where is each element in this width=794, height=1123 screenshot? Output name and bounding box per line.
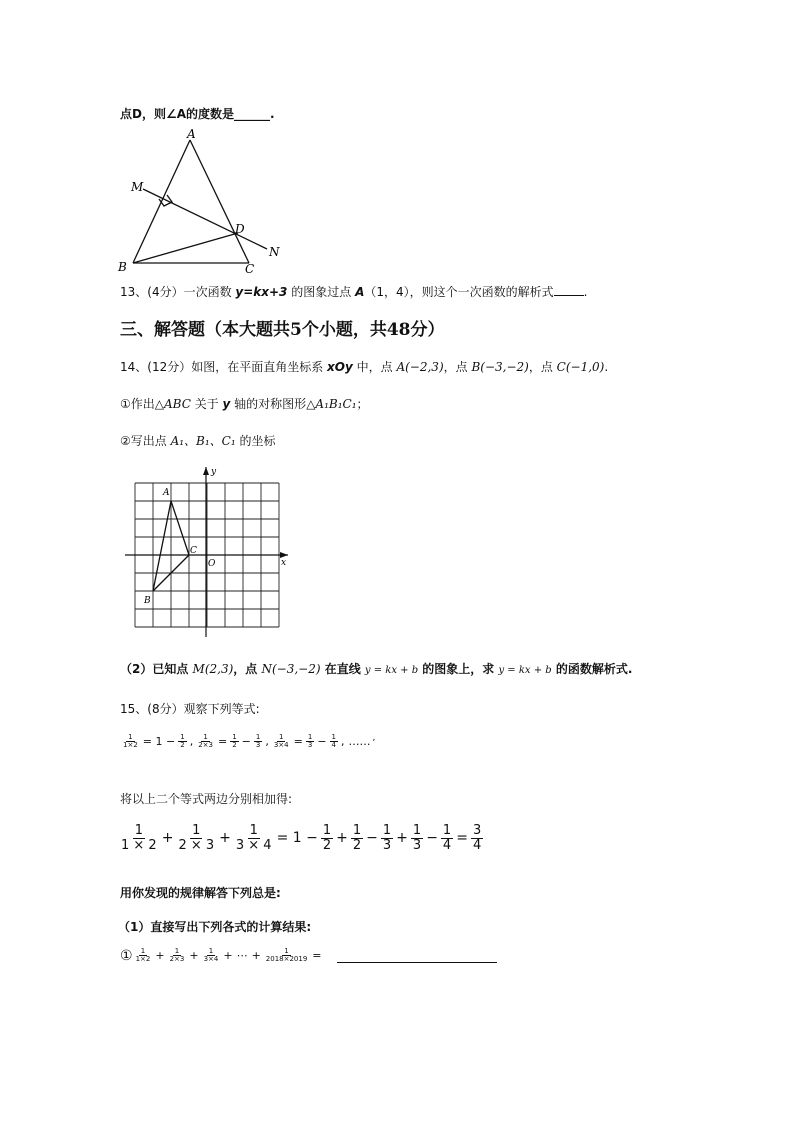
q15-equation-1: $\frac{1}{1\times 2}$ = 1 − $\frac{1}{2}$ , $\frac{1}{2\times 3}$ = $\frac{1}{2}$ − $\frac{1}{3}$ , $\frac{1}{3\times 4}$ = $\frac{1}{3}$ − $\frac{1}{4}$ , …… , <box>123 732 376 750</box>
q13-func: y=kx+3 <box>235 285 288 299</box>
label-m: M <box>131 180 144 194</box>
grid-origin-label: O <box>208 559 216 569</box>
q14p2-mid1: ，点 <box>233 662 262 676</box>
q14p2-m: M(2,3) <box>192 662 234 676</box>
q15-item-1-answer-line[interactable] <box>337 962 497 963</box>
q15-item-1: ① $\frac{1}{1\times 2}$ + $\frac{1}{2\times 3}$ + $\frac{1}{3\times 4}$ + ⋯ + $\frac{1}{2018\times 2019}$ = <box>120 947 322 964</box>
grid-point-b-label: B <box>144 596 151 606</box>
label-b: B <box>118 260 127 274</box>
q14p2-line2: y = kx + b <box>498 665 552 676</box>
q14-1-triangle-image: △A₁B₁C₁ <box>306 397 357 411</box>
q13-answer-blank[interactable] <box>554 283 584 296</box>
grid-x-label: x <box>281 558 287 568</box>
q14-end: . <box>604 360 609 374</box>
q14-sep2: ，点 <box>528 360 557 374</box>
q14-1-semi: ； <box>356 397 369 411</box>
label-c: C <box>245 262 255 275</box>
q15-sub1: （1）直接写出下列各式的计算结果: <box>118 920 312 934</box>
triangle-edge-ac <box>171 501 189 555</box>
question-14-part-1 <box>120 395 369 412</box>
section-3-heading: 三、解答题（本大题共5个小题，共48分） <box>120 320 445 340</box>
question-14-part-2a <box>120 432 276 449</box>
q14p2-line1: y = kx + b <box>364 665 419 676</box>
q14p2-end: 的函数解析式. <box>551 662 633 676</box>
segment-bd <box>133 233 238 263</box>
coordinate-grid <box>120 465 295 640</box>
y-axis-arrow-icon <box>203 467 209 475</box>
q12-tail: 点D，则∠A的度数是______. <box>120 107 275 121</box>
q15-rule-text: 用你发现的规律解答下列总是: <box>120 886 281 900</box>
q14-point-a: A(−2,3) <box>396 360 444 374</box>
q14-2-end: 的坐标 <box>235 434 276 448</box>
circled-one-marker: ① <box>120 948 133 964</box>
q14p2-mid3: 的图象上，求 <box>418 662 499 676</box>
question-15-title: 15、(8分）观察下列等式: <box>120 702 260 716</box>
q14-1-axis: y <box>222 397 231 411</box>
label-d: D <box>235 222 245 236</box>
q13-end: . <box>583 285 588 299</box>
q14-1-triangle: △ABC <box>154 397 191 411</box>
q15-equation-2: $\frac{1}{1 \times 2}$ + $\frac{1}{2 \times 3}$ + $\frac{1}{3 \times 4}$ = 1 − $\frac{1}{2}$ + $\frac{1}{2}$ − $\frac{1}{3}$ + $\frac{1}{3}$ − $\frac{1}{4}$ = $\frac{3}{4}$ <box>121 823 482 853</box>
grid-point-c-label: C <box>190 546 197 556</box>
q15-add-text: 将以上二个等式两边分别相加得: <box>120 792 293 806</box>
q13-coords: （1，4），则这个一次函数的解析式 <box>364 285 554 299</box>
q13-mid: 的图象过点 <box>287 285 356 299</box>
q14-1-prefix: ①作出 <box>120 397 155 411</box>
triangle-figure <box>115 125 290 275</box>
q14-prefix: 14、(12分）如图，在平面直角坐标系 <box>120 360 328 374</box>
q14-point-c: C(−1,0) <box>556 360 605 374</box>
q14p2-prefix: （2）已知点 <box>120 662 193 676</box>
triangle-edge-ab <box>153 501 171 591</box>
label-n: N <box>269 245 280 259</box>
q13-prefix: 13、(4分）一次函数 <box>120 285 236 299</box>
q14p2-mid2: 在直线 <box>320 662 365 676</box>
q14-system: xOy <box>327 360 353 374</box>
question-13 <box>120 283 587 300</box>
question-14 <box>120 358 608 375</box>
line-mn <box>143 189 267 249</box>
q14-2-prefix: ②写出点 <box>120 434 171 448</box>
q14-sep1: ，点 <box>443 360 472 374</box>
grid-y-label: y <box>211 467 217 477</box>
grid-point-a-label: A <box>163 488 170 498</box>
q14-2-points: A₁、B₁、C₁ <box>170 434 236 448</box>
question-14-part-2 <box>120 660 632 677</box>
q14-point-b: B(−3,−2) <box>471 360 529 374</box>
q13-point: A <box>355 285 365 299</box>
q14-1-end: 轴的对称图形 <box>230 397 307 411</box>
q14-1-mid: 关于 <box>190 397 223 411</box>
q14p2-n: N(−3,−2) <box>261 662 321 676</box>
label-a: A <box>187 127 196 141</box>
q14-mid: 中，点 <box>352 360 397 374</box>
